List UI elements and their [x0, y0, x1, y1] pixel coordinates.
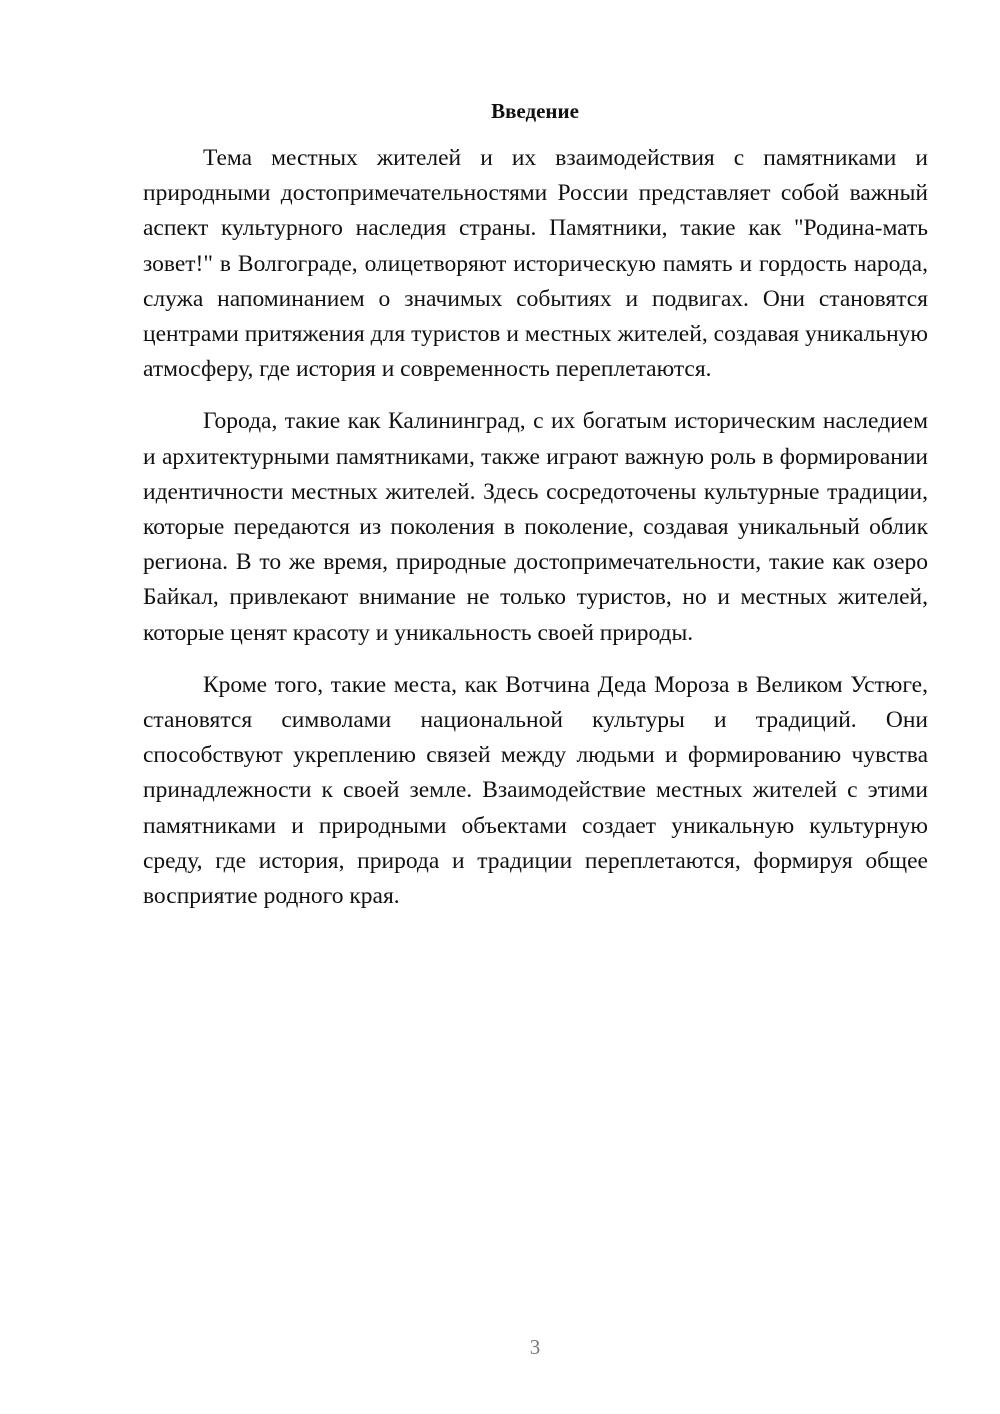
body-text — [143, 141, 928, 931]
paragraph-2: Города, такие как Калининград, с их богатым историческим наследием и архитектурными памятниками, также играют важную роль в формировании идентичности местных жителей. Здесь сосредоточены культурные традиции, которые передаются из поколения в поколение, создавая уникальный облик региона. В то же время, природные достопримечательности, такие как озеро Байкал, привлекают внимание не только туристов, но и местных жителей, которые ценят красоту и уникальность своей природы. — [143, 408, 928, 646]
page-number: 3 — [529, 1335, 541, 1359]
paragraph-1: Тема местных жителей и их взаимодействия с памятниками и природными достопримечательностями России представляет собой важный аспект культурного наследия страны. Памятники, такие как "Родина-мать зовет!" в Волгограде, олицетворяют историческую память и гордость народа, служа напоминанием о значимых событиях и подвигах. Они становятся центрами притяжения для туристов и местных жителей, создавая уникальную атмосферу, где история и современность переплетаются. — [143, 145, 928, 383]
section-title: Введение — [491, 99, 579, 123]
paragraph-3: Кроме того, такие места, как Вотчина Деда Мороза в Великом Устюге, становятся символами национальной культуры и традиций. Они способствуют укреплению связей между людьми и формированию чувства принадлежности к своей земле. Взаимодействие местных жителей с этими памятниками и природными объектами создает уникальную культурную среду, где история, природа и традиции переплетаются, формируя общее восприятие родного края. — [143, 671, 928, 910]
